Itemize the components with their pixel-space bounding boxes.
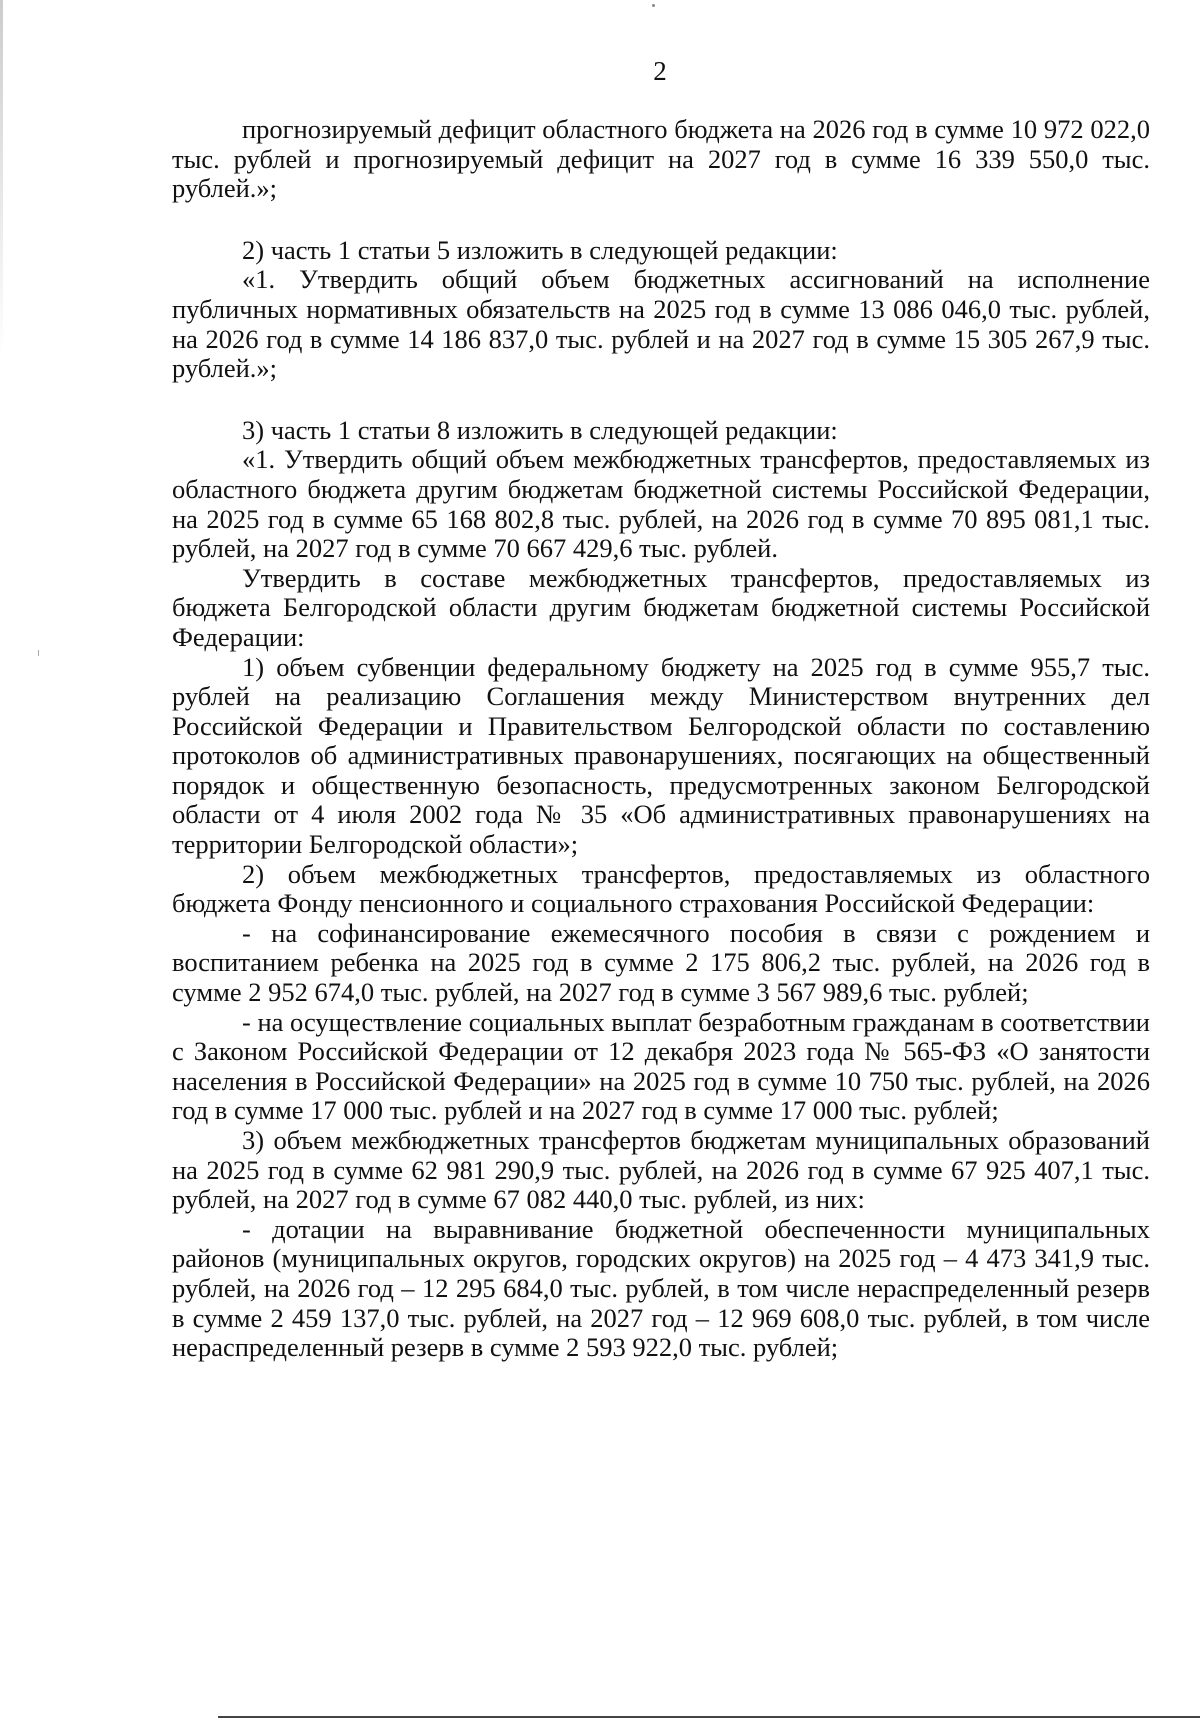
paragraph-interbudget-composition: Утвердить в составе межбюджетных трансфертов, предоставляемых из бюджета Белгородской области другим бюджетам бюджетной системы Российской Федерации: [172,562,1150,652]
paragraph-pension-fund-transfers: 2) объем межбюджетных трансфертов, предоставляемых из областного бюджета Фонду пенсионного и социального страхования Российской Федерации: [172,858,1150,919]
scan-speck [38,650,43,656]
paragraph-child-benefit: - на софинансирование ежемесячного пособия в связи с рождением и воспитанием ребенка на 2025 год в сумме 2 175 806,2 тыс. рублей, на 2026 год в сумме 2 952 674,0 тыс. рублей, на 2027 год в сумме 3 567 989,6 тыс. рублей; [172,917,1150,1008]
paragraph-unemployment-payments: - на осуществление социальных выплат безработным гражданам в соответствии с Законом Российской Федерации от 12 декабря 2023 года № 565-ФЗ «О занятости населения в Российской Федерации» на 2025 год в сумме 10 750 тыс. рублей, на 2026 год в сумме 17 000 тыс. рублей и на 2027 год в сумме 17 000 тыс. рублей; [172,1006,1150,1126]
page-bottom-rule [218,1716,1200,1718]
page-number: 2 [653,56,667,86]
paragraph-item-3-heading: 3) часть 1 статьи 8 изложить в следующей редакции: [242,414,838,445]
paragraph-deficit-forecast: прогнозируемый дефицит областного бюджета на 2026 год в сумме 10 972 022,0 тыс. рублей и прогнозируемый дефицит на 2027 год в сумме 16 339 550,0 тыс. рублей.»; [172,114,1150,204]
document-body [172,115,1150,1363]
scan-speck [652,4,655,7]
paragraph-equalization-subsidies: - дотации на выравнивание бюджетной обеспеченности муниципальных районов (муниципальных округов, городских округов) на 2025 год – 4 473 341,9 тыс. рублей, на 2026 год – 12 295 684,0 тыс. рублей, в том числе нераспределенный резерв в сумме 2 459 137,0 тыс. рублей, на 2027 год – 12 969 608,0 тыс. рублей, в том числе нераспределенный резерв в сумме 2 593 922,0 тыс. рублей; [172,1213,1150,1363]
paragraph-municipal-transfers: 3) объем межбюджетных трансфертов бюджетам муниципальных образований на 2025 год в сумме 62 981 290,9 тыс. рублей, на 2026 год в сумме 67 925 407,1 тыс. рублей, на 2027 год в сумме 67 082 440,0 тыс. рублей, из них: [172,1125,1150,1215]
paragraph-subvention-federal: 1) объем субвенции федеральному бюджету на 2025 год в сумме 955,7 тыс. рублей на реализацию Соглашения между Министерством внутренних дел Российской Федерации и Правительством Белгородской области по составлению протоколов об административных правонарушениях, посягающих на общественный порядок и общественную безопасность, предусмотренных законом Белгородской области от 4 июля 2002 года № 35 «Об административных правонарушениях на территории Белгородской области»; [172,651,1150,860]
paragraph-public-obligations: «1. Утвердить общий объем бюджетных ассигнований на исполнение публичных нормативных обязательств на 2025 год в сумме 13 086 046,0 тыс. рублей, на 2026 год в сумме 14 186 837,0 тыс. рублей и на 2027 год в сумме 15 305 267,9 тыс. рублей.»; [172,264,1150,384]
scan-edge-shadow [0,0,3,360]
paragraph-interbudget-total: «1. Утвердить общий объем межбюджетных трансфертов, предоставляемых из областного бюджета другим бюджетам бюджетной системы Российской Федерации, на 2025 год в сумме 65 168 802,8 тыс. рублей, на 2026 год в сумме 70 895 081,1 тыс. рублей, на 2027 год в сумме 70 667 429,6 тыс. рублей. [172,444,1150,564]
paragraph-item-2-heading: 2) часть 1 статьи 5 изложить в следующей редакции: [242,234,838,265]
